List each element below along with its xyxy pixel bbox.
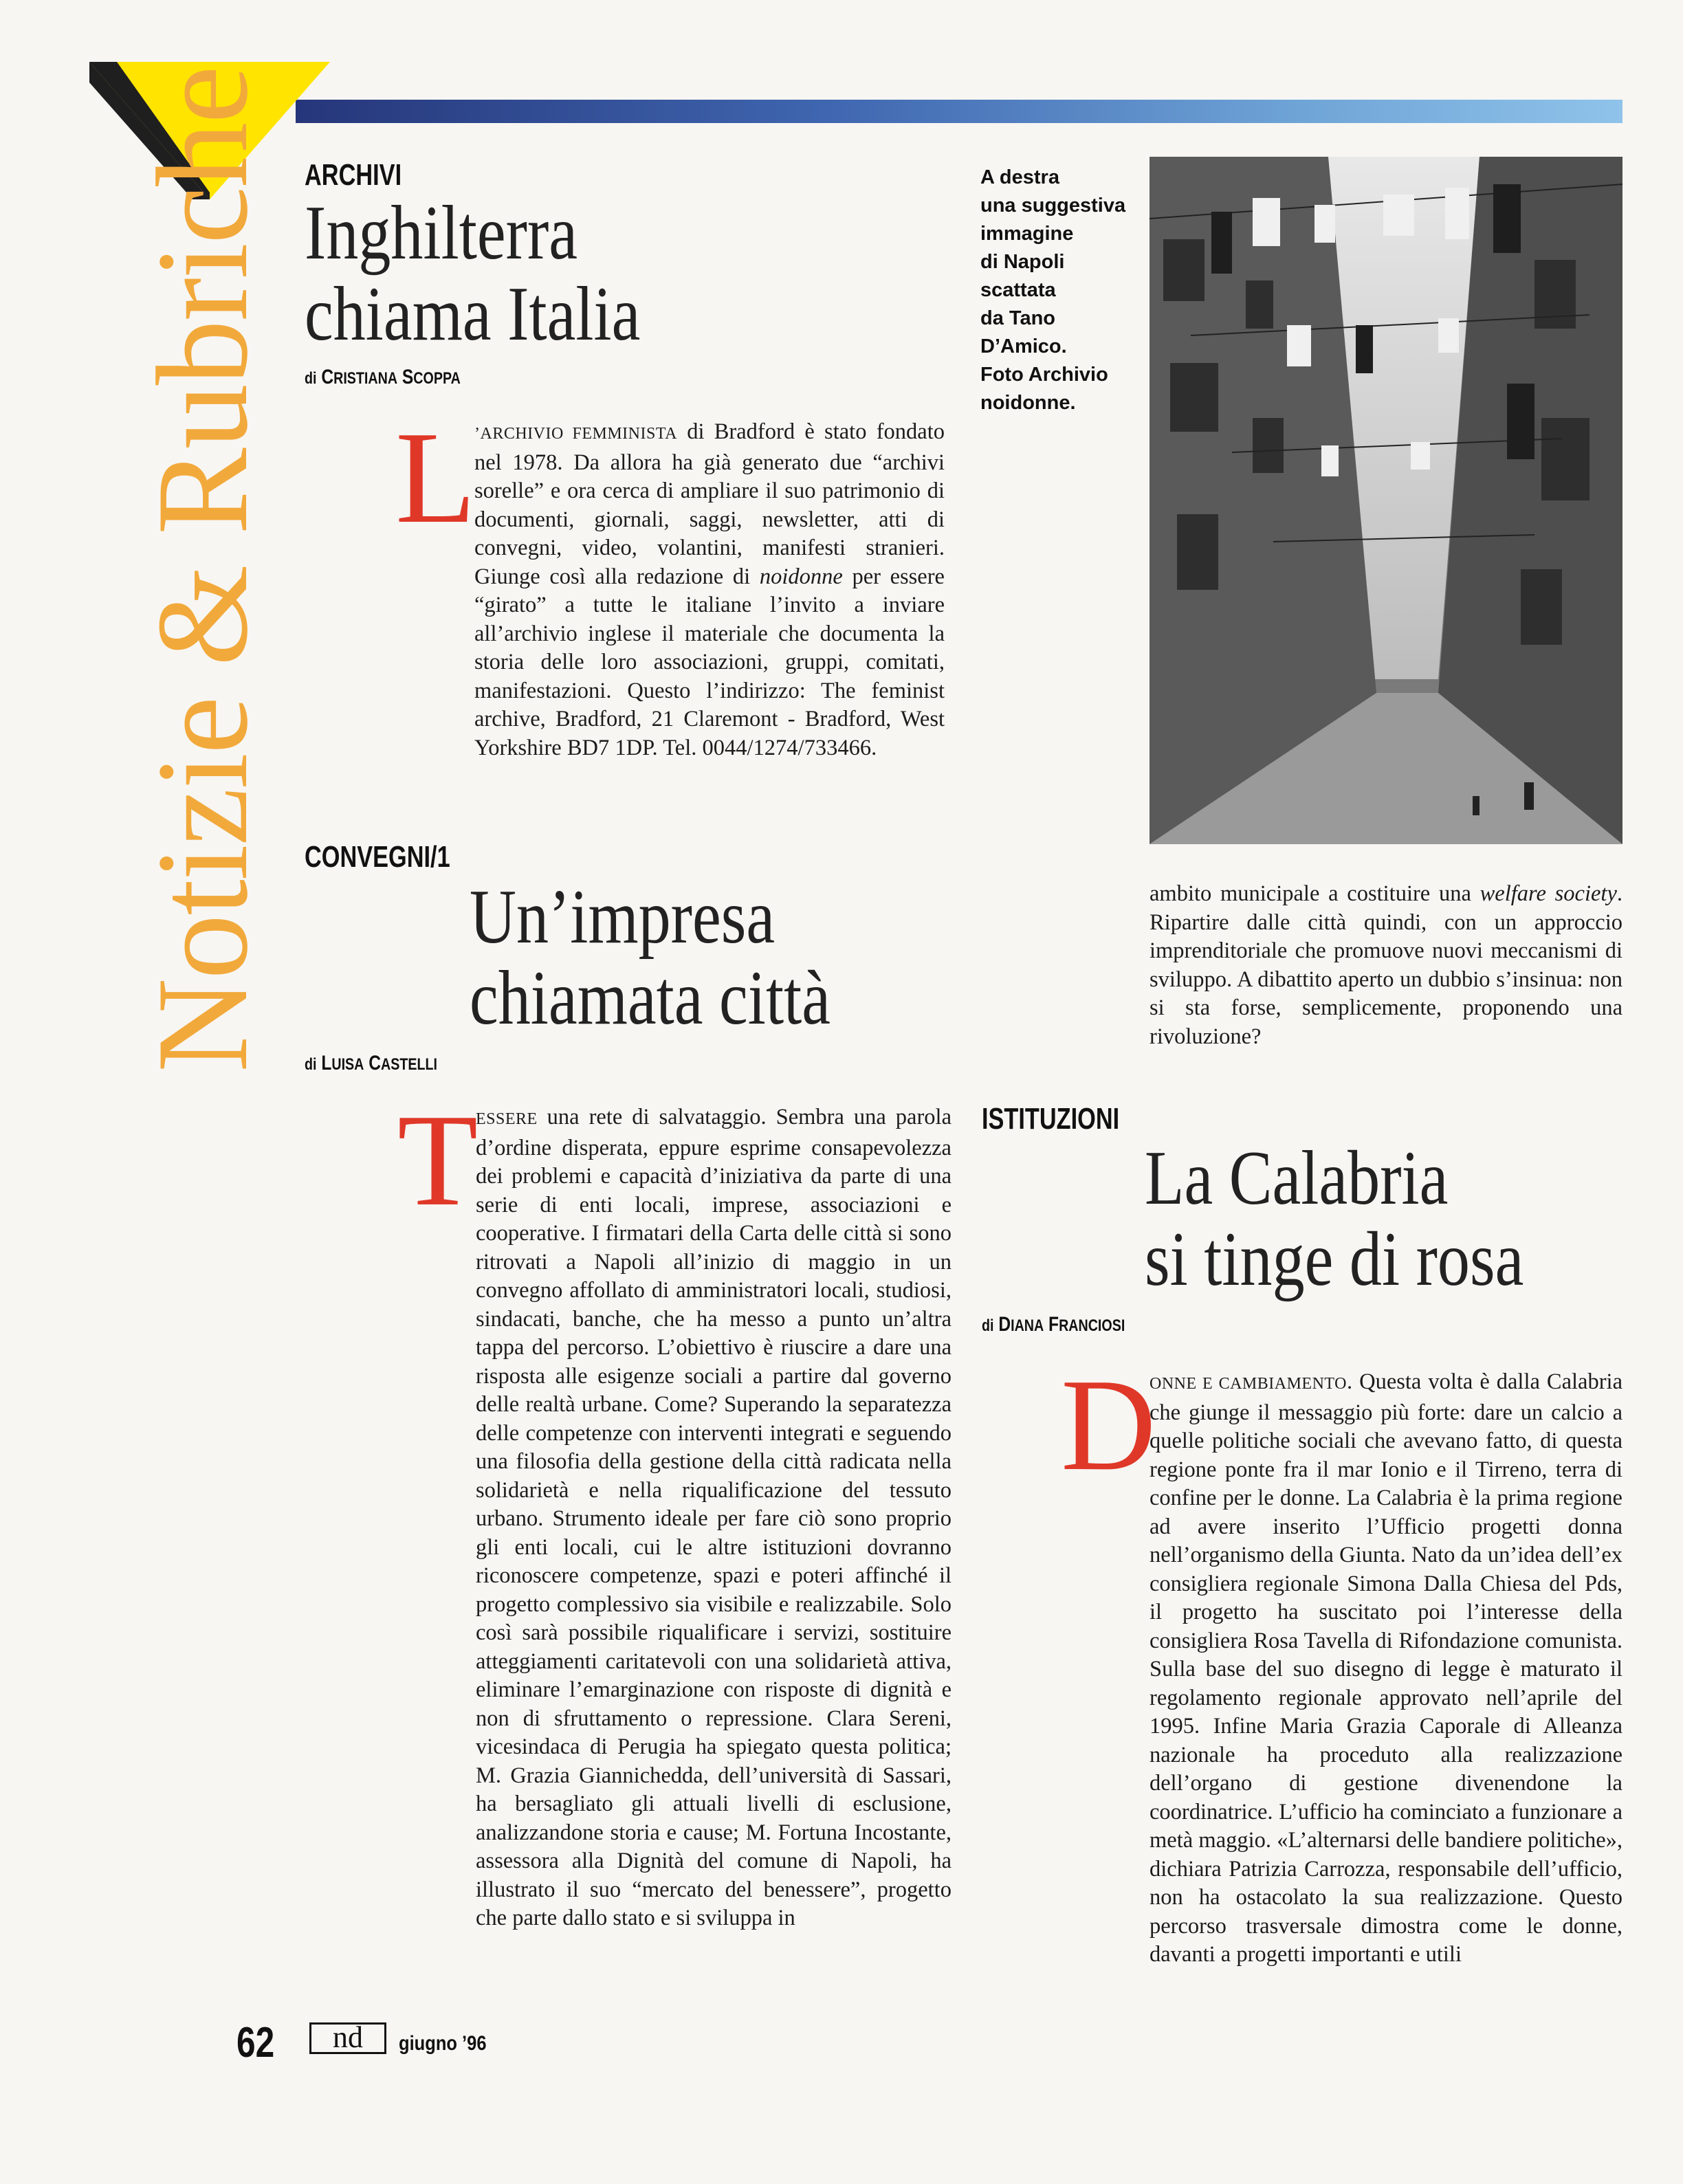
issue-date: giugno ’96	[399, 2032, 487, 2055]
article-headline	[470, 876, 830, 1039]
headline-line: Inghilterra	[305, 190, 578, 276]
top-color-bar	[296, 100, 1622, 123]
headline-line: Un’impresa	[470, 874, 776, 960]
article-headline	[305, 192, 640, 355]
article-body-continuation: ambito municipale a costituire una welfare society. Ripartire dalle città quindi, con un approccio imprenditoriale che promuove nuovi meccanismi di sviluppo. A dibattito aperto un dubbio s’insinua: non si sta forse, semplicemente, proponendo una rivoluzione?	[1150, 881, 1622, 1049]
article-kicker: ARCHIVI	[305, 158, 402, 192]
article-body: ’ARCHIVIO FEMMINISTA di Bradford è stato fondato nel 1978. Da allora ha già generato due “archivi sorelle” e ora cerca di ampliare il suo patrimonio di documenti, giornali, saggi, newsletter, atti di convegni, video, volantini, manifesti stranieri. Giunge così alla redazione di noidonne per essere “girato” a tutte le italiane l’invito a inviare all’archivio inglese il materiale che documenta la storia delle loro associazioni, gruppi, comitati, manifestazioni. Questo l’indirizzo: The feminist archive, Bradford, 21 Claremont - Bradford, West Yorkshire BD7 1DP. Tel. 0044/1274/733466.	[474, 419, 945, 760]
napoli-photo	[1150, 157, 1622, 844]
street-photo-icon	[1150, 157, 1622, 844]
article-byline: di DIANA FRANCIOSI	[982, 1313, 1125, 1336]
headline-line: La Calabria	[1145, 1136, 1449, 1221]
page-number: 62	[236, 2019, 275, 2066]
article-body: ONNE E CAMBIAMENTO. Questa volta è dalla Calabria che giunge il messaggio più forte: dare un calcio a quelle politiche sociali che avevano fatto, di questa regione ponte fra il mar Ionio e il Tirreno, terra di confine per le donne. La Calabria è la prima regione ad avere inserito l’Ufficio progetti donna nell’organismo della Giunta. Nato da un’idea dell’ex consigliera regionale Simona Dalla Chiesa del Pds, il progetto ha suscitato poi l’interesse della consigliera Rosa Tavella di Rifondazione comunista. Sulla base del suo disegno di legge è maturato il regolamento regionale approvato nell’aprile del 1995. Infine Maria Grazia Caporale di Alleanza nazionale ha proceduto alla realizzazione dell’organo di gestione divenendone la coordinatrice. L’ufficio ha cominciato a funzionare a metà maggio. «L’alternarsi delle bandiere politiche», dichiara Patrizia Carrozza, responsabile dell’ufficio, non ha ostacolato la sua realizzazione. Questo percorso trasversale dimostra come le donne, davanti a progetti importanti e utili	[1150, 1369, 1622, 1967]
article-headline	[1145, 1138, 1524, 1300]
section-title: Notizie & Rubriche	[131, 67, 275, 1072]
article-kicker: CONVEGNI/1	[305, 840, 450, 874]
article-byline: di CRISTIANA SCOPPA	[305, 366, 461, 388]
headline-line: si tinge di rosa	[1145, 1217, 1524, 1302]
drop-cap: D	[1061, 1352, 1156, 1498]
headline-line: chiamata città	[470, 956, 830, 1041]
headline-line: chiama Italia	[305, 272, 641, 357]
article-body: ESSERE una rete di salvataggio. Sembra una parola d’ordine disperata, eppure esprime consapevolezza dei problemi e capacità d’iniziativa da parte di una serie di enti locali, imprese, associazioni e cooperative. I firmatari della Carta delle città si sono ritrovati a Napoli all’inizio di maggio in un convegno affollato di amministratori locali, studiosi, sindacati, banche, che ha messo a punto un’altra tappa del percorso. L’obiettivo è riuscire a dare una risposta alle esigenze sociali a partire dal governo delle realtà urbane. Come? Superando la separatezza delle competenze con interventi integrati e seguendo una filosofia della gestione della città radicata nella solidarietà e nella riqualificazione del tessuto urbano. Strumento ideale per fare ciò sono proprio gli enti locali, cui le altre istituzioni dovranno riconoscere competenze, spazi e poteri affinché il progetto complessivo sia visibile e realizzabile. Solo così sarà possibile riqualificare i servizi, sostituire atteggiamenti caritatevoli con una solidarietà attiva, eliminare l’emarginazione con risposte di dignità e non di sfruttamento o repressione. Clara Sereni, vicesindaca di Perugia ha spiegato questa politica; M. Grazia Giannichedda, dell’università di Sassari, ha bersagliato gli attuali livelli di esclusione, analizzandone storia e cause; M. Fortuna Incostante, assessora alla Dignità del comune di Napoli, ha illustrato il suo “mercato del benessere”, progetto che parte dallo stato e si sviluppa in	[476, 1105, 952, 1930]
drop-cap: L	[395, 404, 476, 551]
article-byline: di LUISA CASTELLI	[305, 1052, 437, 1074]
photo-caption: A destra una suggestiva immagine di Napoli scattata da Tano D’Amico. Foto Archivio noidonne.	[980, 166, 1126, 414]
drop-cap: T	[397, 1087, 478, 1233]
magazine-logo: nd	[309, 2022, 386, 2054]
article-kicker: ISTITUZIONI	[982, 1102, 1120, 1136]
